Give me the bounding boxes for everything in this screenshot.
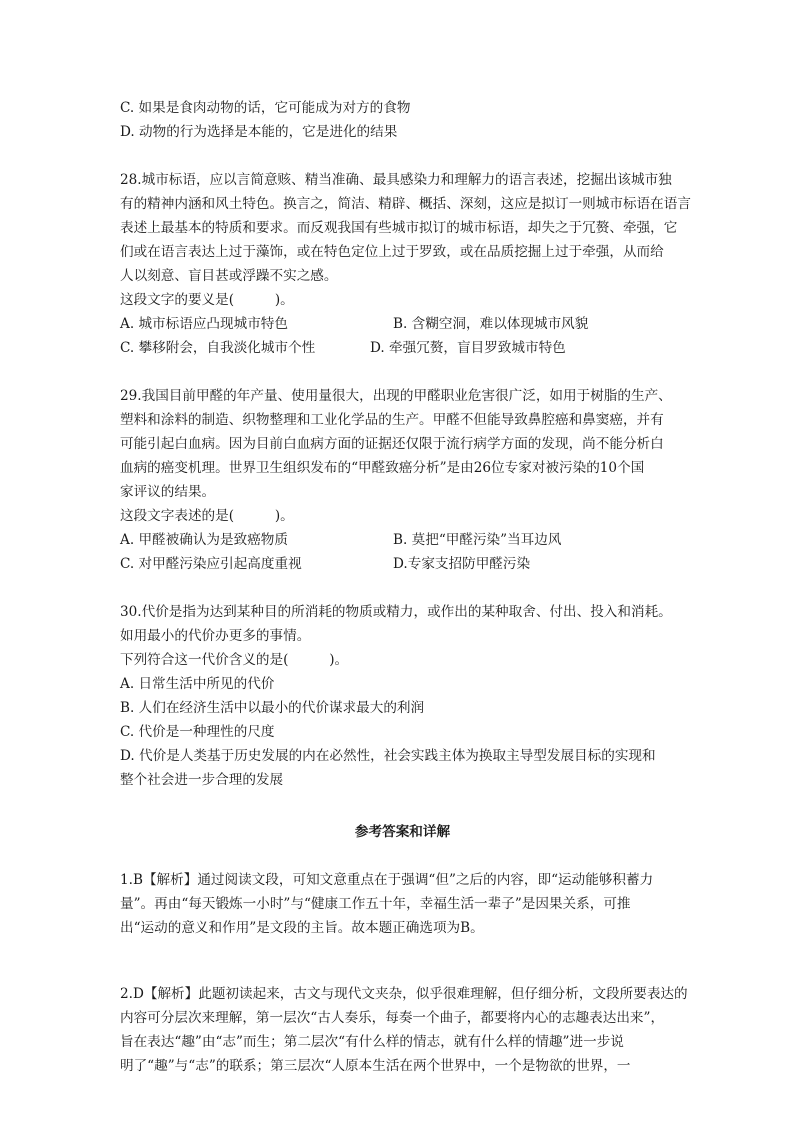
q30-option-d-continued: 整个社会进一步合理的发展 [120,772,284,788]
q29-text-line: 血病的癌变机理。世界卫生组织发布的“甲醛致癌分析”是由26位专家对被污染的10个国 [120,460,645,476]
answer-2-line: 旨在表达“趣”由“志”而生；第二层次“有什么样的情志，就有什么样的情趣”进一步说 [120,1034,624,1050]
q28-block [120,168,691,360]
q30-block [120,600,685,792]
q29-block [120,384,685,576]
q29-option-a: A. 甲醛被确认为是致癌物质 [120,532,288,548]
q28-text-line: 有的精神内涵和风土特色。换言之，简洁、精辟、概括、深刻，这应是拟订一则城市标语在语言 [120,196,691,212]
q30-text-line: 30.代价是指为达到某种目的所消耗的物质或精力，或作出的某种取舍、付出、投入和消耗。 [120,604,672,620]
q28-text-line: 28.城市标语，应以言简意赅、精当准确、最具感染力和理解力的语言表述，挖掘出该城市独 [120,172,672,188]
q29-option-b: B. 莫把“甲醛污染”当耳边风 [393,532,562,548]
answer-2-block [120,982,688,1078]
answer-2-line: 内容可分层次来理解，第一层次“古人奏乐，每奏一个曲子，都要将内心的志趣表达出来”， [120,1010,665,1026]
q30-option-d: D. 代价是人类基于历史发展的内在必然性，社会实践主体为换取主导型发展目标的实现和 [120,748,656,764]
answer-1-line: 1.B【解析】通过阅读文段，可知文意重点在于强调“但”之后的内容，即“运动能够积蓄力 [120,872,654,888]
answers-heading: 参考答案和详解 [354,824,451,840]
q29-text-line: 家评议的结果。 [120,484,216,500]
answer-1-block [120,868,685,940]
q28-option-b: B. 含糊空洞，难以体现城市风貌 [393,316,589,332]
q29-option-c: C. 对甲醛污染应引起高度重视 [120,556,302,572]
q28-text-line: 人以刻意、盲目甚或浮躁不实之感。 [120,268,338,284]
q28-option-a: A. 城市标语应凸现城市特色 [120,316,288,332]
q28-text-line: 表述上最基本的特质和要求。而反观我国有些城市拟订的城市标语，却失之于冗赘、牵强，它 [120,220,678,236]
q27-option-c: C. 如果是食肉动物的话，它可能成为对方的食物 [120,100,411,116]
q29-text-line: 29.我国目前甲醛的年产量、使用量很大，出现的甲醛职业危害很广泛，如用于树脂的生产、 [120,388,672,404]
q29-option-d: D.专家支招防甲醛污染 [393,556,531,572]
answer-1-line: 量”。再由“每天锻炼一小时”与“健康工作五十年，幸福生活一辈子”是因果关系，可推 [120,896,631,912]
q29-question: 这段文字表述的是( )。 [120,508,294,524]
q28-question: 这段文字的要义是( )。 [120,292,294,308]
q30-question: 下列符合这一代价含义的是( )。 [120,652,349,668]
q28-text-line: 们或在语言表达上过于藻饰，或在特色定位上过于罗致，或在品质挖掘上过于牵强，从而给 [120,244,664,260]
answer-2-line: 明了“趣”与“志”的联系；第三层次“人原本生活在两个世界中，一个是物欲的世界，一 [120,1058,631,1074]
q30-text-line: 如用最小的代价办更多的事情。 [120,628,311,644]
q29-text-line: 可能引起白血病。因为目前白血病方面的证据还仅限于流行病学方面的发现，尚不能分析白 [120,436,664,452]
answer-2-line: 2.D【解析】此题初读起来，古文与现代文夹杂，似乎很难理解，但仔细分析，文段所要表达的 [120,986,688,1002]
q30-option-a: A. 日常生活中所见的代价 [120,676,275,692]
q28-option-d: D. 牵强冗赘，盲目罗致城市特色 [370,340,566,356]
document-page [120,96,691,1078]
q30-option-b: B. 人们在经济生活中以最小的代价谋求最大的利润 [120,700,425,716]
q29-text-line: 塑料和涂料的制造、织物整理和工业化学品的生产。甲醛不但能导致鼻腔癌和鼻窦癌，并有 [120,412,664,428]
q30-option-c: C. 代价是一种理性的尺度 [120,724,275,740]
q28-option-c: C. 攀移附会，自我淡化城市个性 [120,340,316,356]
answer-1-line: 出“运动的意义和作用”是文段的主旨。故本题正确选项为B。 [120,920,484,936]
q27-option-d: D. 动物的行为选择是本能的，它是进化的结果 [120,124,398,140]
